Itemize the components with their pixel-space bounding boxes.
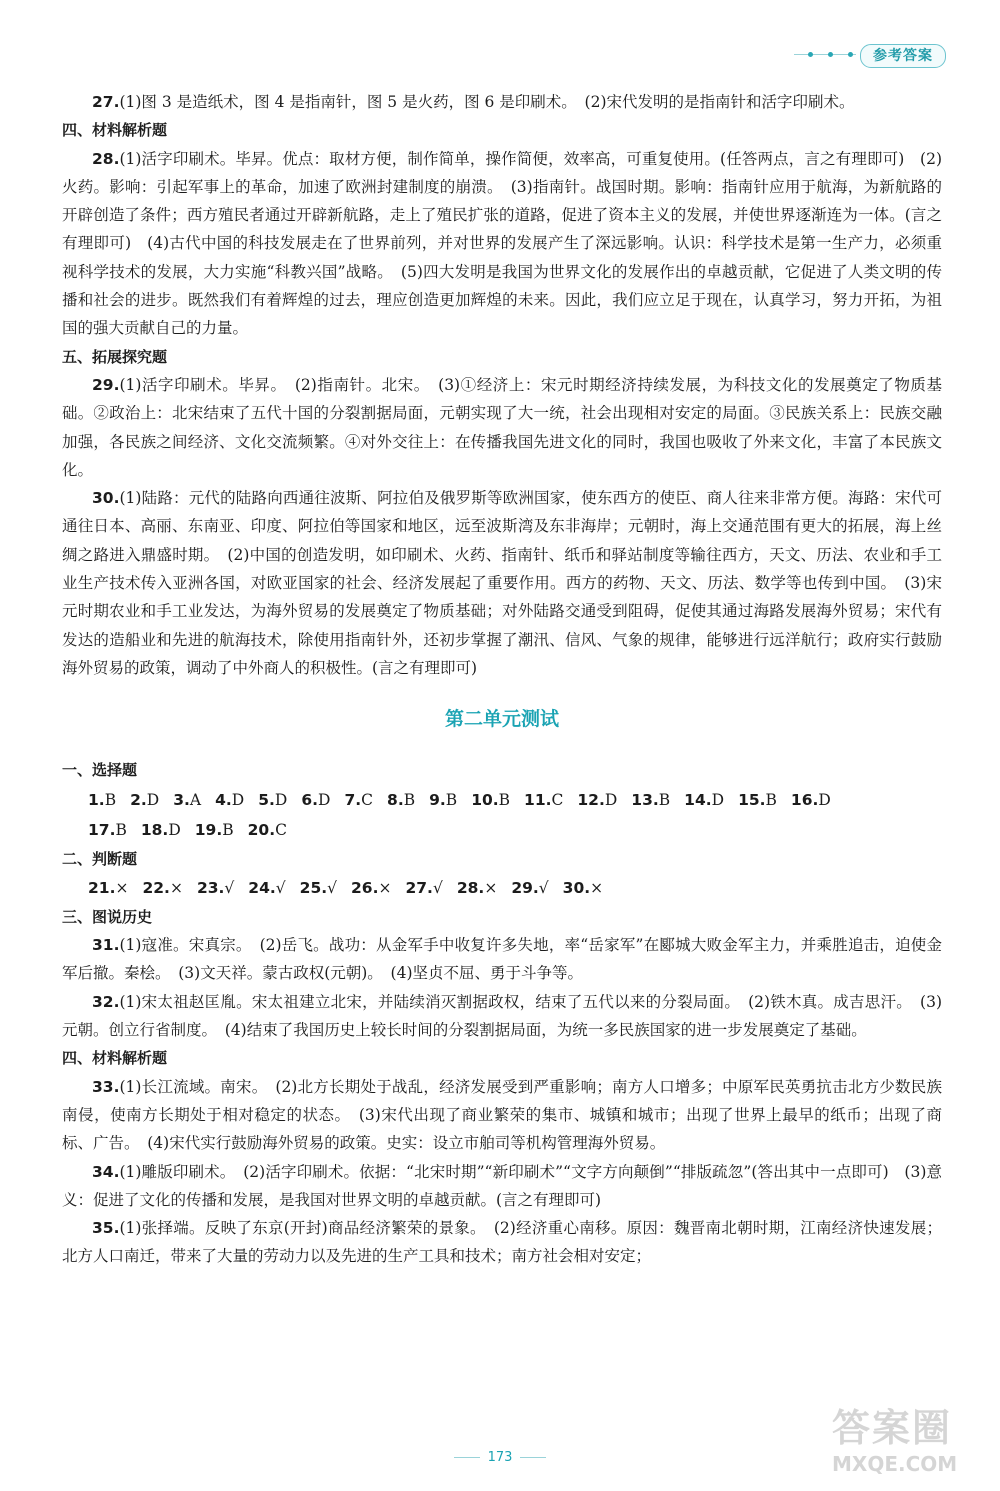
answer-value: √ — [224, 878, 235, 897]
answer-number: 22. — [142, 878, 170, 897]
answer-value: B — [658, 790, 671, 809]
answer-item — [511, 873, 548, 903]
answer-number: 20. — [247, 820, 276, 839]
answer-number: 27. — [405, 878, 433, 897]
section-heading: 四、材料解析题 — [62, 121, 168, 140]
answer-number: 5. — [258, 790, 275, 809]
section-heading: 一、选择题 — [62, 761, 138, 780]
answer-item — [577, 785, 617, 815]
answer-number: 10. — [471, 790, 499, 809]
answer-number: 29. — [511, 878, 539, 897]
answer-number: 25. — [299, 878, 328, 897]
answer-value: D — [274, 790, 288, 809]
answer-item — [88, 873, 128, 903]
question-28: 28.(1)活字印刷术。毕昇。优点：取材方便，制作简单，操作简便，效率高，可重复使用。(任答两点，言之有理即可) (2)火药。影响：引起军事上的革命，加速了欧洲封建制度的崩溃。 (3)指南针。战国时期。影响：指南针应用于航海，为新航路的开辟创造了条件；西方殖民者通过开辟新航路，走上了殖民扩张的道路，促进了资本主义的发展，并使世界逐渐连为一体。(言之有理即可) (4)古代中国的科技发展走在了世界前列，并对世界的发展产生了深远影响。认识：科学技术是第一生产力，必须重视科学技术的发展，大力实施“科教兴国”战略。 (5)四大发明是我国为世界文化的发展作出的卓越贡献，它促进了人类文明的传播和社会的进步。既然我们有着辉煌的过去，理应创造更加辉煌的未来。因此，我们应立足于现在，认真学习，努力开拓，为祖国的强大贡献自己的力量。 — [62, 149, 942, 338]
answer-item — [88, 815, 127, 845]
answer-value: B — [498, 790, 511, 809]
answer-value: D — [604, 790, 618, 809]
answer-item — [141, 815, 181, 845]
answer-value: √ — [327, 878, 338, 897]
answer-value: B — [222, 820, 234, 839]
answer-number: 26. — [351, 878, 379, 897]
answer-item — [457, 873, 497, 903]
answer-item — [301, 785, 330, 815]
answer-value: √ — [275, 878, 286, 897]
answer-item — [130, 785, 159, 815]
answer-item — [429, 785, 457, 815]
choice-answers-row-1 — [62, 785, 942, 815]
answer-number: 15. — [738, 790, 766, 809]
answer-value: D — [318, 790, 331, 809]
question-27: 27.(1)图 3 是造纸术，图 4 是指南针，图 5 是火药，图 6 是印刷术。 (2)宋代发明的是指南针和活字印刷术。 — [92, 93, 855, 111]
answer-key-label: 参考答案 — [860, 44, 946, 68]
answer-item — [258, 785, 287, 815]
answer-item — [344, 785, 373, 815]
answer-value: √ — [538, 878, 549, 897]
answer-number: 12. — [577, 790, 605, 809]
answer-number: 13. — [631, 790, 659, 809]
answer-number: 4. — [215, 790, 232, 809]
answer-item — [405, 873, 442, 903]
answer-value: C — [361, 790, 374, 809]
answer-number: 16. — [790, 790, 819, 809]
answer-number: 6. — [301, 790, 319, 809]
answer-number: 30. — [562, 878, 591, 897]
watermark-logo: 答案圈 MXQE.COM — [832, 1406, 958, 1476]
answer-number: 21. — [88, 878, 116, 897]
answer-value: D — [146, 790, 160, 809]
answer-item — [524, 785, 563, 815]
question-32: 32.(1)宋太祖赵匡胤。宋太祖建立北宋，并陆续消灭割据政权，结束了五代以来的分裂局面。 (2)铁木真。成吉思汗。 (3)元朝。创立行省制度。 (4)结束了我国历史上较长时间的分裂割据局面，为统一多民族国家的进一步发展奠定了基础。 — [62, 992, 942, 1040]
answer-number: 9. — [429, 790, 446, 809]
unit-title: 第二单元测试 — [444, 708, 559, 731]
answer-item — [197, 873, 234, 903]
question-30: 30.(1)陆路：元代的陆路向西通往波斯、阿拉伯及俄罗斯等欧洲国家，使东西方的使臣、商人往来非常方便。海路：宋代可通往日本、高丽、东南亚、印度、阿拉伯等国家和地区，远至波斯湾及东非海岸；元朝时，海上交通范围有更大的拓展，海上丝绸之路进入鼎盛时期。 (2)中国的创造发明，如印刷术、火药、指南针、纸币和驿站制度等输往西方，天文、历法、农业和手工业生产技术传入亚洲各国，对欧亚国家的社会、经济发展起了重要作用。西方的药物、天文、历法、数学等也传到中国。 (3)宋元时期农业和手工业发达，为海外贸易的发展奠定了物质基础；对外陆路交通受到阻碍，促使其通过海路发展海外贸易；宋代有发达的造船业和先进的航海技术，除使用指南针外，还初步掌握了潮汛、信风、气象的规律，能够进行远洋航行；政府实行鼓励海外贸易的政策，调动了中外商人的积极性。(言之有理即可) — [62, 489, 942, 677]
header-badge — [794, 44, 944, 68]
answer-item — [684, 785, 724, 815]
question-34: 34.(1)雕版印刷术。 (2)活字印刷术。依据：“北宋时期”“新印刷术”“文字方向颠倒”“排版疏忽”(答出其中一点即可) (3)意义：促进了文化的传播和发展，是我国对世界文明的卓越贡献。(言之有理即可) — [62, 1162, 942, 1209]
section-heading: 二、判断题 — [62, 849, 138, 868]
answer-number: 24. — [248, 878, 276, 897]
answer-value: B — [403, 790, 416, 809]
answer-item — [173, 785, 201, 815]
answer-value: × — [169, 878, 183, 897]
answer-number: 1. — [88, 790, 105, 809]
page-content — [62, 88, 942, 1271]
answer-value: B — [115, 820, 127, 839]
answer-value: B — [765, 790, 777, 809]
answer-value: × — [590, 878, 604, 897]
answer-number: 3. — [173, 790, 190, 809]
section-heading: 三、图说历史 — [62, 907, 153, 926]
question-31: 31.(1)寇准。宋真宗。 (2)岳飞。战功：从金军手中收复许多失地，率“岳家军”在郾城大败金军主力，并乘胜追击，迫使金军后撤。秦桧。 (3)文天祥。蒙古政权(元朝)。 (4)坚贞不屈、勇于斗争等。 — [62, 936, 942, 983]
answer-value: √ — [432, 878, 443, 897]
answer-value: × — [115, 878, 129, 897]
answer-item — [563, 873, 603, 903]
answer-item — [88, 785, 116, 815]
judge-answers-row — [62, 873, 942, 903]
answer-value: D — [711, 790, 725, 809]
answer-item — [195, 815, 234, 845]
answer-item — [300, 873, 337, 903]
answer-number: 18. — [140, 820, 169, 839]
answer-item — [387, 785, 415, 815]
answer-value: × — [484, 878, 498, 897]
answer-value: C — [551, 790, 564, 809]
answer-number: 2. — [130, 790, 147, 809]
answer-value: D — [818, 790, 831, 809]
answer-item — [631, 785, 670, 815]
answer-item — [215, 785, 244, 815]
page-number: 173 — [0, 1450, 1000, 1465]
answer-value: B — [445, 790, 458, 809]
answer-number: 11. — [524, 790, 552, 809]
answer-item — [791, 785, 831, 815]
decorative-dots — [794, 54, 856, 55]
section-heading: 四、材料解析题 — [62, 1049, 168, 1068]
answer-item — [248, 815, 287, 845]
answer-number: 7. — [344, 790, 362, 809]
answer-value: D — [231, 790, 245, 809]
answer-value: × — [378, 878, 392, 897]
question-29: 29.(1)活字印刷术。毕昇。 (2)指南针。北宋。 (3)①经济上：宋元时期经济持续发展，为科技文化的发展奠定了物质基础。②政治上：北宋结束了五代十国的分裂割据局面，元朝实现了大一统，社会出现相对安定的局面。③民族关系上：民族交融加强，各民族之间经济、文化交流频繁。④对外交往上：在传播我国先进文化的同时，我国也吸收了外来文化，丰富了本民族文化。 — [62, 375, 942, 479]
answer-number: 28. — [456, 878, 485, 897]
answer-value: B — [104, 790, 117, 809]
choice-answers-row-2 — [62, 815, 942, 845]
answer-item — [142, 873, 182, 903]
answer-number: 17. — [88, 820, 116, 839]
question-35: 35.(1)张择端。反映了东京(开封)商品经济繁荣的景象。 (2)经济重心南移。原因：魏晋南北朝时期，江南经济快速发展；北方人口南迁，带来了大量的劳动力以及先进的生产工具和技术；南方社会相对安定； — [62, 1219, 942, 1266]
answer-value: A — [189, 790, 202, 809]
answer-item — [248, 873, 285, 903]
answer-value: D — [168, 820, 181, 839]
question-33: 33.(1)长江流域。南宋。 (2)北方长期处于战乱，经济发展受到严重影响；南方人口增多；中原军民英勇抗击北方少数民族南侵，使南方长期处于相对稳定的状态。 (3)宋代出现了商业繁荣的集市、城镇和城市；出现了世界上最早的纸币；出现了商标、广告。 (4)宋代实行鼓励海外贸易的政策。史实：设立市舶司等机构管理海外贸易。 — [62, 1077, 942, 1153]
section-heading: 五、拓展探究题 — [62, 347, 168, 366]
answer-item — [351, 873, 391, 903]
answer-number: 19. — [194, 820, 223, 839]
answer-number: 23. — [196, 878, 225, 897]
answer-item — [471, 785, 510, 815]
answer-number: 14. — [684, 790, 712, 809]
answer-item — [738, 785, 777, 815]
answer-number: 8. — [387, 790, 404, 809]
answer-value: C — [275, 820, 287, 839]
